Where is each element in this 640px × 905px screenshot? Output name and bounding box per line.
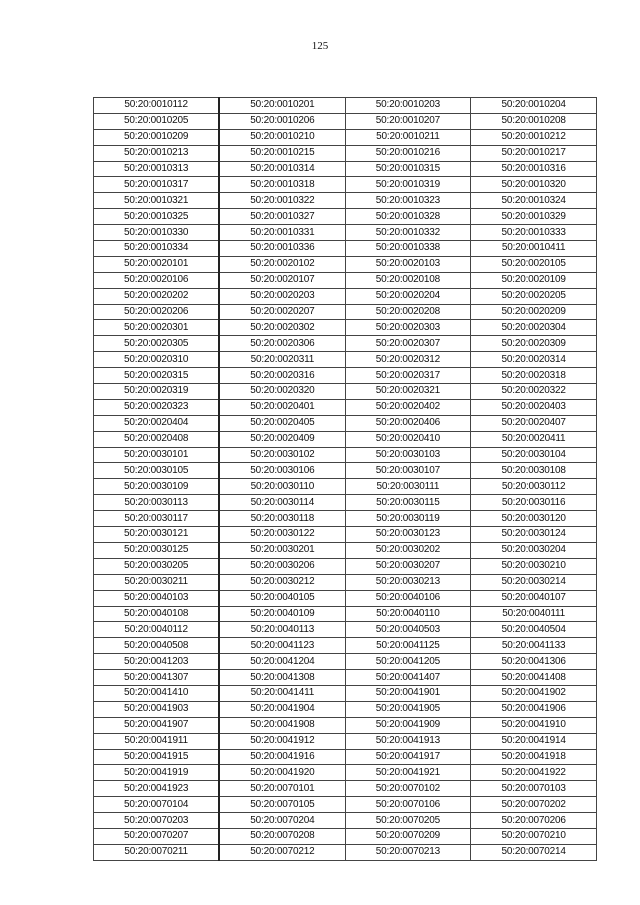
table-cell: 50:20:0010330 bbox=[94, 225, 220, 241]
table-cell: 50:20:0020208 bbox=[345, 304, 471, 320]
table-cell: 50:20:0040105 bbox=[219, 590, 345, 606]
table-row bbox=[94, 384, 597, 400]
table-cell: 50:20:0040113 bbox=[219, 622, 345, 638]
table-cell: 50:20:0020409 bbox=[219, 431, 345, 447]
table-row bbox=[94, 654, 597, 670]
table-cell: 50:20:0010213 bbox=[94, 145, 220, 161]
table-cell: 50:20:0010208 bbox=[471, 113, 597, 129]
table-cell: 50:20:0041908 bbox=[219, 717, 345, 733]
table-cell: 50:20:0020402 bbox=[345, 399, 471, 415]
table-cell: 50:20:0070208 bbox=[219, 828, 345, 844]
table-cell: 50:20:0010215 bbox=[219, 145, 345, 161]
table-cell: 50:20:0020204 bbox=[345, 288, 471, 304]
table-cell: 50:20:0010201 bbox=[219, 98, 345, 114]
table-row bbox=[94, 209, 597, 225]
table-cell: 50:20:0041203 bbox=[94, 654, 220, 670]
table-cell: 50:20:0010203 bbox=[345, 98, 471, 114]
table-row bbox=[94, 161, 597, 177]
cadastral-codes-table bbox=[93, 97, 597, 861]
table-row bbox=[94, 527, 597, 543]
table-cell: 50:20:0010209 bbox=[94, 129, 220, 145]
table-cell: 50:20:0030120 bbox=[471, 511, 597, 527]
table-cell: 50:20:0010217 bbox=[471, 145, 597, 161]
table-cell: 50:20:0020317 bbox=[345, 368, 471, 384]
table-cell: 50:20:0020305 bbox=[94, 336, 220, 352]
table-row bbox=[94, 399, 597, 415]
table-cell: 50:20:0020410 bbox=[345, 431, 471, 447]
table-cell: 50:20:0030102 bbox=[219, 447, 345, 463]
table-row bbox=[94, 685, 597, 701]
table-row bbox=[94, 463, 597, 479]
table-cell: 50:20:0010204 bbox=[471, 98, 597, 114]
table-cell: 50:20:0040508 bbox=[94, 638, 220, 654]
table-cell: 50:20:0030212 bbox=[219, 574, 345, 590]
table-cell: 50:20:0041308 bbox=[219, 670, 345, 686]
table-cell: 50:20:0041133 bbox=[471, 638, 597, 654]
table-cell: 50:20:0030204 bbox=[471, 542, 597, 558]
table-cell: 50:20:0041919 bbox=[94, 765, 220, 781]
table-cell: 50:20:0030109 bbox=[94, 479, 220, 495]
table-cell: 50:20:0010112 bbox=[94, 98, 220, 114]
table-row bbox=[94, 129, 597, 145]
table-cell: 50:20:0020109 bbox=[471, 272, 597, 288]
table-row bbox=[94, 495, 597, 511]
table-cell: 50:20:0030205 bbox=[94, 558, 220, 574]
table-cell: 50:20:0070106 bbox=[345, 797, 471, 813]
table-cell: 50:20:0041905 bbox=[345, 701, 471, 717]
table-cell: 50:20:0010333 bbox=[471, 225, 597, 241]
table-body bbox=[94, 98, 597, 861]
table-cell: 50:20:0041915 bbox=[94, 749, 220, 765]
table-cell: 50:20:0020408 bbox=[94, 431, 220, 447]
table-row bbox=[94, 638, 597, 654]
table-row bbox=[94, 749, 597, 765]
table-cell: 50:20:0041909 bbox=[345, 717, 471, 733]
table-row bbox=[94, 574, 597, 590]
table-cell: 50:20:0020407 bbox=[471, 415, 597, 431]
table-row bbox=[94, 701, 597, 717]
table-cell: 50:20:0030116 bbox=[471, 495, 597, 511]
table-cell: 50:20:0010313 bbox=[94, 161, 220, 177]
table-row bbox=[94, 241, 597, 257]
table-cell: 50:20:0030107 bbox=[345, 463, 471, 479]
table-cell: 50:20:0010411 bbox=[471, 241, 597, 257]
table-cell: 50:20:0030103 bbox=[345, 447, 471, 463]
table-cell: 50:20:0020103 bbox=[345, 256, 471, 272]
table-row bbox=[94, 431, 597, 447]
table-cell: 50:20:0020319 bbox=[94, 384, 220, 400]
table-cell: 50:20:0070209 bbox=[345, 828, 471, 844]
table-cell: 50:20:0070203 bbox=[94, 813, 220, 829]
table-cell: 50:20:0010315 bbox=[345, 161, 471, 177]
table-cell: 50:20:0010327 bbox=[219, 209, 345, 225]
table-cell: 50:20:0020312 bbox=[345, 352, 471, 368]
table-row bbox=[94, 193, 597, 209]
table-cell: 50:20:0070102 bbox=[345, 781, 471, 797]
table-cell: 50:20:0020207 bbox=[219, 304, 345, 320]
table-cell: 50:20:0041410 bbox=[94, 685, 220, 701]
table-cell: 50:20:0010329 bbox=[471, 209, 597, 225]
table-row bbox=[94, 368, 597, 384]
table-cell: 50:20:0041125 bbox=[345, 638, 471, 654]
table-row bbox=[94, 145, 597, 161]
table-row bbox=[94, 558, 597, 574]
table-cell: 50:20:0010317 bbox=[94, 177, 220, 193]
table-row bbox=[94, 733, 597, 749]
table-cell: 50:20:0010210 bbox=[219, 129, 345, 145]
table-cell: 50:20:0040110 bbox=[345, 606, 471, 622]
table-cell: 50:20:0030207 bbox=[345, 558, 471, 574]
table-cell: 50:20:0020406 bbox=[345, 415, 471, 431]
table-cell: 50:20:0041901 bbox=[345, 685, 471, 701]
table-cell: 50:20:0070202 bbox=[471, 797, 597, 813]
table-row bbox=[94, 256, 597, 272]
table-cell: 50:20:0030117 bbox=[94, 511, 220, 527]
table-cell: 50:20:0070212 bbox=[219, 844, 345, 860]
table-cell: 50:20:0030124 bbox=[471, 527, 597, 543]
table-cell: 50:20:0020322 bbox=[471, 384, 597, 400]
table-cell: 50:20:0010206 bbox=[219, 113, 345, 129]
table-row bbox=[94, 542, 597, 558]
table-cell: 50:20:0030125 bbox=[94, 542, 220, 558]
table-cell: 50:20:0030201 bbox=[219, 542, 345, 558]
table-cell: 50:20:0010316 bbox=[471, 161, 597, 177]
table-cell: 50:20:0030210 bbox=[471, 558, 597, 574]
table-cell: 50:20:0070101 bbox=[219, 781, 345, 797]
table-cell: 50:20:0010321 bbox=[94, 193, 220, 209]
table-cell: 50:20:0010332 bbox=[345, 225, 471, 241]
table-cell: 50:20:0020202 bbox=[94, 288, 220, 304]
table-cell: 50:20:0041306 bbox=[471, 654, 597, 670]
table-row bbox=[94, 828, 597, 844]
table-cell: 50:20:0020101 bbox=[94, 256, 220, 272]
table-cell: 50:20:0030111 bbox=[345, 479, 471, 495]
table-cell: 50:20:0020206 bbox=[94, 304, 220, 320]
table-cell: 50:20:0030110 bbox=[219, 479, 345, 495]
table-cell: 50:20:0010314 bbox=[219, 161, 345, 177]
table-cell: 50:20:0041903 bbox=[94, 701, 220, 717]
table-cell: 50:20:0030101 bbox=[94, 447, 220, 463]
table-cell: 50:20:0041918 bbox=[471, 749, 597, 765]
table-row bbox=[94, 797, 597, 813]
table-cell: 50:20:0020108 bbox=[345, 272, 471, 288]
table-cell: 50:20:0010216 bbox=[345, 145, 471, 161]
table-cell: 50:20:0020106 bbox=[94, 272, 220, 288]
table-cell: 50:20:0010322 bbox=[219, 193, 345, 209]
table-cell: 50:20:0020307 bbox=[345, 336, 471, 352]
table-cell: 50:20:0020205 bbox=[471, 288, 597, 304]
table-cell: 50:20:0020102 bbox=[219, 256, 345, 272]
table-cell: 50:20:0020314 bbox=[471, 352, 597, 368]
table-cell: 50:20:0030202 bbox=[345, 542, 471, 558]
table-cell: 50:20:0040504 bbox=[471, 622, 597, 638]
table-cell: 50:20:0030122 bbox=[219, 527, 345, 543]
table-cell: 50:20:0041906 bbox=[471, 701, 597, 717]
table-cell: 50:20:0070205 bbox=[345, 813, 471, 829]
table-cell: 50:20:0041204 bbox=[219, 654, 345, 670]
table-row bbox=[94, 304, 597, 320]
table-cell: 50:20:0020315 bbox=[94, 368, 220, 384]
table-cell: 50:20:0030213 bbox=[345, 574, 471, 590]
table-cell: 50:20:0070105 bbox=[219, 797, 345, 813]
table-cell: 50:20:0020203 bbox=[219, 288, 345, 304]
table-cell: 50:20:0020321 bbox=[345, 384, 471, 400]
table-cell: 50:20:0041911 bbox=[94, 733, 220, 749]
table-cell: 50:20:0041408 bbox=[471, 670, 597, 686]
table-cell: 50:20:0020405 bbox=[219, 415, 345, 431]
table-cell: 50:20:0070207 bbox=[94, 828, 220, 844]
table-cell: 50:20:0010324 bbox=[471, 193, 597, 209]
table-cell: 50:20:0030104 bbox=[471, 447, 597, 463]
table-cell: 50:20:0041902 bbox=[471, 685, 597, 701]
table-cell: 50:20:0041205 bbox=[345, 654, 471, 670]
table-cell: 50:20:0030214 bbox=[471, 574, 597, 590]
table-row bbox=[94, 225, 597, 241]
table-row bbox=[94, 511, 597, 527]
table-cell: 50:20:0041914 bbox=[471, 733, 597, 749]
table-row bbox=[94, 670, 597, 686]
table-cell: 50:20:0040108 bbox=[94, 606, 220, 622]
table-cell: 50:20:0041923 bbox=[94, 781, 220, 797]
table-row bbox=[94, 336, 597, 352]
table-cell: 50:20:0070211 bbox=[94, 844, 220, 860]
table-cell: 50:20:0041916 bbox=[219, 749, 345, 765]
table-cell: 50:20:0041910 bbox=[471, 717, 597, 733]
table-row bbox=[94, 320, 597, 336]
table-cell: 50:20:0010207 bbox=[345, 113, 471, 129]
table-cell: 50:20:0020411 bbox=[471, 431, 597, 447]
table-cell: 50:20:0040106 bbox=[345, 590, 471, 606]
table-cell: 50:20:0040112 bbox=[94, 622, 220, 638]
table-cell: 50:20:0041411 bbox=[219, 685, 345, 701]
table-row bbox=[94, 288, 597, 304]
table-cell: 50:20:0020404 bbox=[94, 415, 220, 431]
table-cell: 50:20:0040103 bbox=[94, 590, 220, 606]
table-cell: 50:20:0070213 bbox=[345, 844, 471, 860]
table-cell: 50:20:0010336 bbox=[219, 241, 345, 257]
table-cell: 50:20:0020403 bbox=[471, 399, 597, 415]
table-cell: 50:20:0070204 bbox=[219, 813, 345, 829]
page-number: 125 bbox=[311, 40, 329, 52]
table-cell: 50:20:0020107 bbox=[219, 272, 345, 288]
table-cell: 50:20:0040111 bbox=[471, 606, 597, 622]
table-row bbox=[94, 813, 597, 829]
table-cell: 50:20:0030114 bbox=[219, 495, 345, 511]
table-cell: 50:20:0041913 bbox=[345, 733, 471, 749]
table-cell: 50:20:0041123 bbox=[219, 638, 345, 654]
table-cell: 50:20:0010319 bbox=[345, 177, 471, 193]
table-row bbox=[94, 272, 597, 288]
table-cell: 50:20:0030106 bbox=[219, 463, 345, 479]
table-cell: 50:20:0020311 bbox=[219, 352, 345, 368]
table-cell: 50:20:0030118 bbox=[219, 511, 345, 527]
table-row bbox=[94, 479, 597, 495]
table-cell: 50:20:0041907 bbox=[94, 717, 220, 733]
table-row bbox=[94, 447, 597, 463]
table-row bbox=[94, 590, 597, 606]
table-cell: 50:20:0041920 bbox=[219, 765, 345, 781]
table-cell: 50:20:0040503 bbox=[345, 622, 471, 638]
table-cell: 50:20:0030105 bbox=[94, 463, 220, 479]
table-cell: 50:20:0020306 bbox=[219, 336, 345, 352]
table-cell: 50:20:0030121 bbox=[94, 527, 220, 543]
table-row bbox=[94, 781, 597, 797]
table-row bbox=[94, 606, 597, 622]
table-cell: 50:20:0030119 bbox=[345, 511, 471, 527]
table-cell: 50:20:0020301 bbox=[94, 320, 220, 336]
table-cell: 50:20:0041917 bbox=[345, 749, 471, 765]
table-cell: 50:20:0030113 bbox=[94, 495, 220, 511]
table-row bbox=[94, 98, 597, 114]
table-cell: 50:20:0020316 bbox=[219, 368, 345, 384]
table-cell: 50:20:0020105 bbox=[471, 256, 597, 272]
table-cell: 50:20:0070214 bbox=[471, 844, 597, 860]
table-cell: 50:20:0041904 bbox=[219, 701, 345, 717]
table-cell: 50:20:0030115 bbox=[345, 495, 471, 511]
table-row bbox=[94, 415, 597, 431]
table-cell: 50:20:0020310 bbox=[94, 352, 220, 368]
table-cell: 50:20:0020323 bbox=[94, 399, 220, 415]
table-cell: 50:20:0030206 bbox=[219, 558, 345, 574]
table-cell: 50:20:0030108 bbox=[471, 463, 597, 479]
table-row bbox=[94, 844, 597, 860]
table-cell: 50:20:0041922 bbox=[471, 765, 597, 781]
table-cell: 50:20:0020309 bbox=[471, 336, 597, 352]
table-row bbox=[94, 717, 597, 733]
table-cell: 50:20:0041921 bbox=[345, 765, 471, 781]
table-row bbox=[94, 765, 597, 781]
table-cell: 50:20:0010338 bbox=[345, 241, 471, 257]
table-cell: 50:20:0041307 bbox=[94, 670, 220, 686]
table-cell: 50:20:0020401 bbox=[219, 399, 345, 415]
table-cell: 50:20:0010320 bbox=[471, 177, 597, 193]
table-cell: 50:20:0030112 bbox=[471, 479, 597, 495]
table-cell: 50:20:0030123 bbox=[345, 527, 471, 543]
table-cell: 50:20:0070206 bbox=[471, 813, 597, 829]
table-cell: 50:20:0010318 bbox=[219, 177, 345, 193]
table-cell: 50:20:0020320 bbox=[219, 384, 345, 400]
table-cell: 50:20:0010328 bbox=[345, 209, 471, 225]
table-row bbox=[94, 352, 597, 368]
table-cell: 50:20:0020209 bbox=[471, 304, 597, 320]
table-cell: 50:20:0020303 bbox=[345, 320, 471, 336]
table-cell: 50:20:0010211 bbox=[345, 129, 471, 145]
table-cell: 50:20:0010325 bbox=[94, 209, 220, 225]
table-cell: 50:20:0010331 bbox=[219, 225, 345, 241]
table-row bbox=[94, 177, 597, 193]
table-cell: 50:20:0040107 bbox=[471, 590, 597, 606]
table-row bbox=[94, 622, 597, 638]
table-row bbox=[94, 113, 597, 129]
table-cell: 50:20:0070210 bbox=[471, 828, 597, 844]
table-cell: 50:20:0041407 bbox=[345, 670, 471, 686]
table-cell: 50:20:0040109 bbox=[219, 606, 345, 622]
table-cell: 50:20:0020304 bbox=[471, 320, 597, 336]
table-cell: 50:20:0020302 bbox=[219, 320, 345, 336]
table-cell: 50:20:0010334 bbox=[94, 241, 220, 257]
table-cell: 50:20:0010205 bbox=[94, 113, 220, 129]
table-cell: 50:20:0010212 bbox=[471, 129, 597, 145]
table-cell: 50:20:0070104 bbox=[94, 797, 220, 813]
table-cell: 50:20:0070103 bbox=[471, 781, 597, 797]
table-cell: 50:20:0020318 bbox=[471, 368, 597, 384]
table-cell: 50:20:0030211 bbox=[94, 574, 220, 590]
table-cell: 50:20:0041912 bbox=[219, 733, 345, 749]
table-cell: 50:20:0010323 bbox=[345, 193, 471, 209]
